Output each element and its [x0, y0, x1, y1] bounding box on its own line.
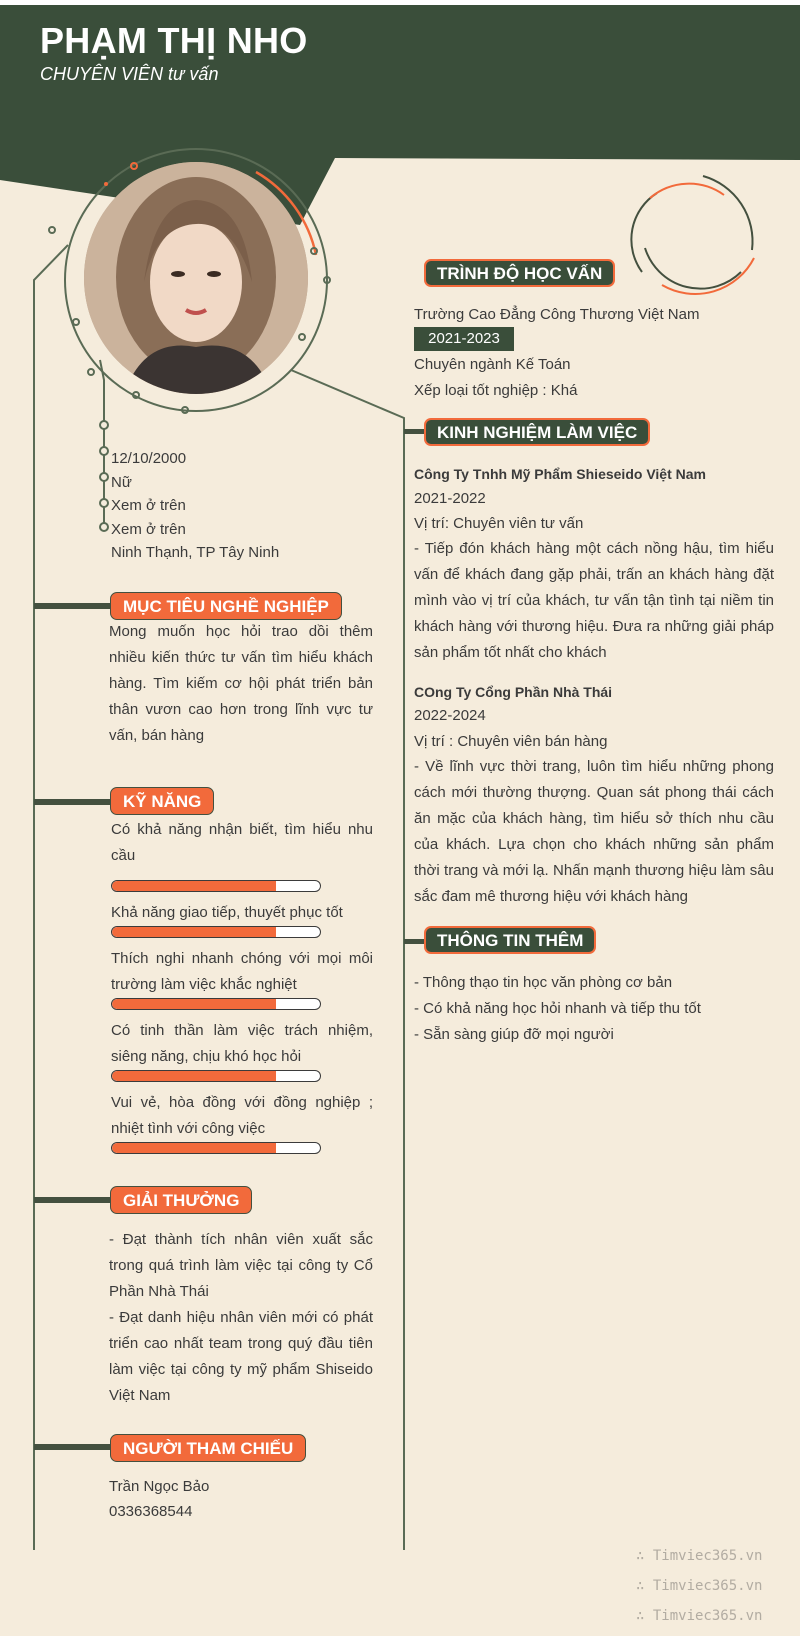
skill-label: Có khả năng nhận biết, tìm hiểu nhu cầu: [111, 821, 373, 864]
watermark: [636, 1578, 762, 1594]
watermark-text: Timviec365.vn: [652, 1578, 763, 1594]
watermark-text: Timviec365.vn: [652, 1608, 763, 1624]
watermark-icon: ∴: [636, 1608, 653, 1624]
skill-bar: [111, 998, 321, 1010]
additional-item: - Sẵn sàng giúp đỡ mọi người: [414, 1026, 614, 1043]
candidate-title: CHUYÊN VIÊN tư vấn: [40, 64, 219, 84]
job-position: Vị trí: Chuyên viên tư vấn: [414, 515, 584, 532]
additional-item: - Thông thạo tin học văn phòng cơ bản: [414, 974, 673, 991]
watermark-icon: ∴: [636, 1548, 653, 1564]
skill-bar: [111, 1142, 321, 1154]
job-company: Công Ty Tnhh Mỹ Phẩm Shieseido Việt Nam: [414, 466, 706, 482]
additional-heading: THÔNG TIN THÊM: [424, 926, 596, 954]
profile-photo: [84, 162, 308, 394]
watermark: [636, 1548, 762, 1564]
skill-bar-fill: [112, 1071, 276, 1081]
job-years: 2021-2022: [414, 490, 486, 507]
education-years: 2021-2023: [414, 327, 514, 351]
job-years: 2022-2024: [414, 707, 486, 724]
skill-bar-fill: [112, 927, 276, 937]
reference-name: Trần Ngọc Bảo: [109, 1478, 210, 1495]
awards-heading: GIẢI THƯỞNG: [110, 1186, 252, 1214]
education-heading: TRÌNH ĐỘ HỌC VẤN: [424, 259, 615, 287]
job-company: COng Ty Cổng Phần Nhà Thái: [414, 684, 613, 700]
education-grade: Xếp loại tốt nghiệp : Khá: [414, 382, 578, 399]
additional-item: - Có khả năng học hỏi nhanh và tiếp thu tốt: [414, 1000, 701, 1017]
skill-label: Khả năng giao tiếp, thuyết phục tốt: [111, 904, 343, 921]
skill-bar-fill: [112, 881, 276, 891]
skill-label: Vui vẻ, hòa đồng với đồng nghiệp ; nhiệt tình với công việc: [111, 1094, 373, 1137]
education-major: Chuyên ngành Kế Toán: [414, 356, 571, 373]
watermark-text: Timviec365.vn: [652, 1548, 763, 1564]
job-description: - Về lĩnh vực thời trang, luôn tìm hiểu những phong cách mới thường thượng. Quan sát phong thái cách ăn mặc của khách hàng, tìm hiểu sở thích nhu cầu của khách. Lựa chọn cho khách những sản phẩm thời trang và mới lạ. Nhấn mạnh thương hiệu làm sâu sắc đam mê thương hiệu với khách hàng: [414, 758, 774, 905]
award-item: - Đạt danh hiệu nhân viên mới có phát triển cao nhất team trong quý đầu tiên làm việc tại công ty mỹ phẩm Shiseido Việt Nam: [109, 1309, 373, 1404]
job-description: - Tiếp đón khách hàng một cách nồng hậu, tìm hiểu vấn để khách đang gặp phải, trấn an khách hàng đặt mình vào vị trí của khách, tư vấn tận tình tại niềm tin khách hàng với thương hiệu. Đưa ra những giải pháp sản phẩm tốt nhất cho khách: [414, 540, 774, 661]
objective-text: Mong muốn học hỏi trao dồi thêm nhiều kiến thức tư vấn tìm hiểu khách hàng. Tìm kiếm cơ hội phát triển bản thân vươn cao hơn trong lĩnh vực tư vấn, bán hàng: [109, 623, 373, 744]
birthday-value: 12/10/2000: [111, 450, 187, 467]
skill-bar: [111, 926, 321, 938]
email-value: Xem ở trên: [111, 521, 186, 538]
skill-bar-fill: [112, 999, 276, 1009]
skills-heading: KỸ NĂNG: [110, 787, 214, 815]
portrait-image: [84, 162, 308, 394]
reference-phone: 0336368544: [109, 1503, 193, 1520]
gender-value: Nữ: [111, 474, 132, 491]
address-value: Ninh Thạnh, TP Tây Ninh: [111, 544, 280, 561]
candidate-name: PHẠM THỊ NHO: [40, 20, 308, 61]
skill-bar-fill: [112, 1143, 276, 1153]
education-school: Trường Cao Đẳng Công Thương Việt Nam: [414, 306, 700, 323]
skill-label: Có tinh thần làm việc trách nhiệm, siêng năng, chịu khó học hỏi: [111, 1022, 373, 1065]
skill-bar: [111, 880, 321, 892]
experience-heading: KINH NGHIỆM LÀM VIỆC: [424, 418, 650, 446]
watermark: [636, 1608, 762, 1624]
phone-value: Xem ở trên: [111, 497, 186, 514]
award-item: - Đạt thành tích nhân viên xuất sắc trong quá trình làm việc tại công ty Cổ Phần Nhà Thái: [109, 1231, 373, 1300]
job-position: Vị trí : Chuyên viên bán hàng: [414, 733, 608, 750]
skill-label: Thích nghi nhanh chóng với mọi môi trường làm việc khắc nghiệt: [111, 950, 373, 993]
skill-bar: [111, 1070, 321, 1082]
watermark-icon: ∴: [636, 1578, 653, 1594]
objective-heading: MỤC TIÊU NGHỀ NGHIỆP: [110, 592, 342, 620]
references-heading: NGƯỜI THAM CHIẾU: [110, 1434, 306, 1462]
